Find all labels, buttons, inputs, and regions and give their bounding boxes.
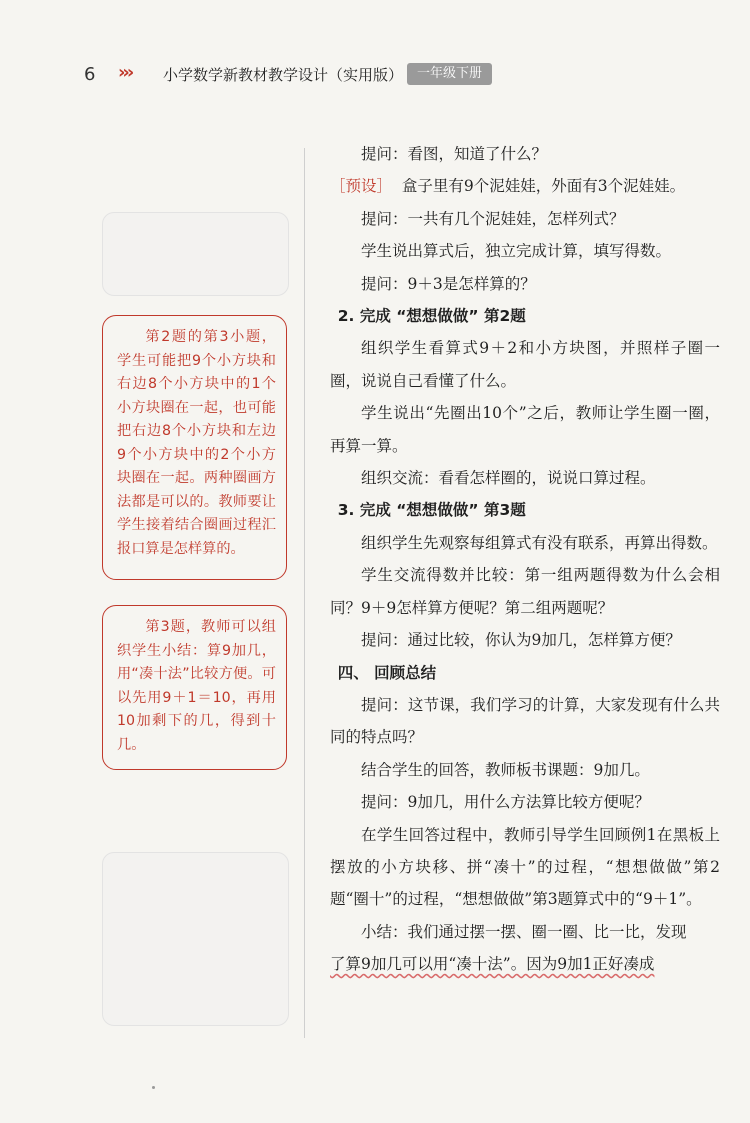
- column-divider: [304, 148, 305, 1038]
- preset-text: 盒子里有9个泥娃娃，外面有3个泥娃娃。: [401, 177, 686, 196]
- grade-badge: 一年级下册: [407, 63, 492, 85]
- side-note-2: 第3题，教师可以组织学生小结：算9加几，用“凑十法”比较方便。可以先用9＋1＝10，再用10加剩下的几，得到十几。: [102, 605, 287, 770]
- paragraph: 结合学生的回答，教师板书课题：9加几。: [361, 760, 650, 779]
- paragraph: 提问：9加几，用什么方法算比较方便呢？: [361, 793, 650, 812]
- faded-note-box-bottom: [102, 852, 289, 1026]
- paragraph: 提问：这节课，我们学习的计算，大家发现有什么共同的特点吗？: [330, 695, 720, 747]
- section-heading: 四、 回顾总结: [337, 663, 437, 682]
- paragraph: 组织交流：看看怎样圈的，说说口算过程。: [361, 469, 656, 488]
- main-content: [330, 138, 720, 981]
- paragraph: 学生交流得数并比较：第一组两题得数为什么会相同？9＋9怎样算方便呢？第二组两题呢？: [330, 566, 720, 617]
- paragraph: 提问：看图，知道了什么？: [361, 145, 548, 163]
- paragraph: 学生说出算式后，独立完成计算，填写得数。: [361, 242, 672, 261]
- paragraph-preset: [330, 170, 720, 202]
- paragraph: 组织学生看算式9＋2和小方块图，并照样子圈一圈，说说自己看懂了什么。: [330, 339, 720, 390]
- faded-note-box-top: [102, 212, 289, 296]
- page-number: 6: [84, 64, 96, 85]
- summary-line-1: 小结：我们通过摆一摆、圈一圈、比一比，发现: [361, 922, 687, 941]
- paragraph: 提问：9＋3是怎样算的？: [361, 274, 536, 293]
- book-title: 小学数学新教材教学设计（实用版）: [163, 66, 404, 84]
- paragraph-summary-cont: [330, 948, 720, 980]
- section-heading: 3. 完成 “想想做做” 第3题: [337, 501, 526, 520]
- paragraph: 组织学生先观察每组算式有没有联系，再算出得数。: [361, 533, 718, 552]
- section-heading: 2. 完成 “想想做做” 第2题: [337, 307, 526, 326]
- side-note-1: 第2题的第3小题，学生可能把9个小方块和右边8个小方块中的1个小方块圈在一起，也可能把右边8个小方块和左边9个小方块中的2个小方块圈在一起。两种圈画方法都是可以的。教师要让学生接着结合圈画过程汇报口算是怎样算的。: [102, 315, 287, 580]
- preset-tag: ［预设］: [330, 177, 393, 196]
- chevrons-icon: ›››: [118, 62, 132, 83]
- paragraph: 提问：一共有几个泥娃娃，怎样列式？: [361, 209, 625, 228]
- footer-dot: [152, 1086, 155, 1089]
- paragraph: 学生说出“先圈出10个”之后，教师让学生圈一圈，再算一算。: [330, 404, 720, 455]
- summary-line-2: 了算9加几可以用“凑十法”。因为9加1正好凑成: [330, 955, 655, 974]
- paragraph-summary: [330, 916, 720, 948]
- paragraph: 在学生回答过程中，教师引导学生回顾例1在黑板上摆放的小方块移、拼“凑十”的过程，“想想做做”第2题“圈十”的过程，“想想做做”第3题算式中的“9＋1”。: [330, 825, 720, 909]
- paragraph: 提问：通过比较，你认为9加几，怎样算方便？: [361, 631, 681, 650]
